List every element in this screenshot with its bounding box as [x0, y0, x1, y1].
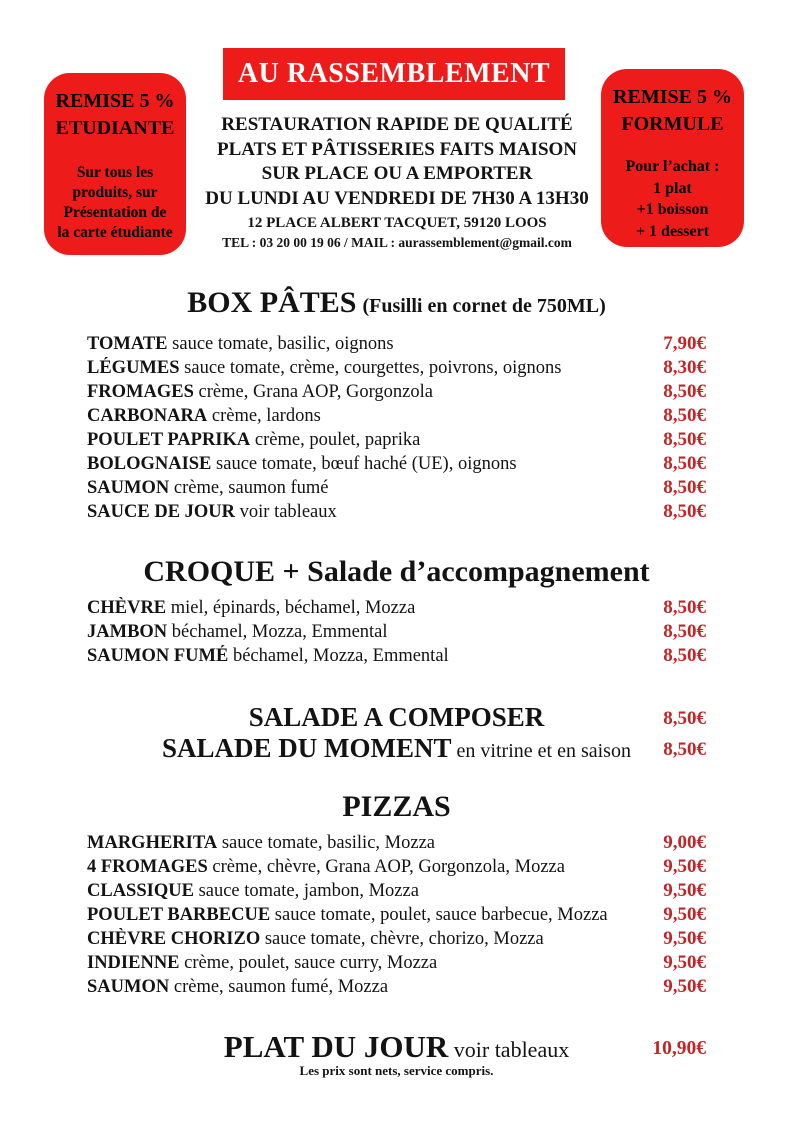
item-text: [87, 904, 634, 927]
item-price: 10,90€: [652, 1038, 706, 1059]
menu-item: [87, 951, 706, 975]
item-text: [87, 381, 634, 404]
menu-item: [87, 596, 706, 620]
item-text: [87, 880, 634, 903]
badge-title-line: FORMULE: [621, 113, 724, 135]
section-subtitle: (Fusilli en cornet de 750ML): [362, 295, 606, 317]
item-name: CHÈVRE: [87, 598, 167, 618]
menu-item: [87, 831, 706, 855]
badge-body: [601, 156, 744, 242]
menu-item: [87, 903, 706, 927]
info-line: RESTAURATION RAPIDE DE QUALITÉ: [221, 114, 573, 135]
item-text: [87, 477, 634, 500]
item-text: [87, 856, 634, 879]
item-price: 9,50€: [663, 904, 706, 925]
menu-item: [87, 404, 706, 428]
item-name: POULET PAPRIKA: [87, 430, 251, 450]
menu-section-salades: [87, 702, 706, 764]
item-name: SAUCE DE JOUR: [87, 502, 236, 522]
menu-item: [87, 879, 706, 903]
feature-row: [87, 733, 706, 764]
menu-item: [87, 500, 706, 524]
item-price: 8,50€: [663, 501, 706, 522]
item-text: [87, 928, 634, 951]
section-items: [87, 596, 706, 668]
item-name: CHÈVRE CHORIZO: [87, 929, 261, 949]
item-name: 4 FROMAGES: [87, 857, 208, 877]
item-description: crème, Grana AOP, Gorgonzola: [193, 382, 433, 402]
item-name: SAUMON FUMÉ: [87, 646, 229, 666]
item-price: 8,50€: [663, 708, 706, 729]
menu-item: [87, 620, 706, 644]
item-description: sauce tomate, crème, courgettes, poivrons, oignons: [179, 358, 562, 378]
item-price: 9,00€: [663, 832, 706, 853]
item-description: sauce tomate, poulet, sauce barbecue, Mozza: [270, 905, 608, 925]
menu-item: [87, 332, 706, 356]
restaurant-name-banner: AU RASSEMBLEMENT: [223, 48, 565, 100]
item-name: TOMATE: [87, 334, 168, 354]
restaurant-address: 12 PLACE ALBERT TACQUET, 59120 LOOS: [247, 215, 547, 231]
section-title-text: PIZZAS: [342, 790, 451, 823]
footer-note: Les prix sont nets, service compris.: [299, 1063, 494, 1078]
menu-section-croque: [87, 555, 706, 668]
item-name: INDIENNE: [87, 953, 180, 973]
item-text: [87, 645, 634, 668]
item-price: 8,50€: [663, 739, 706, 760]
menu-item: [87, 356, 706, 380]
item-name: SAUMON: [87, 478, 170, 498]
section-title: [87, 555, 706, 589]
item-price: 8,50€: [663, 453, 706, 474]
item-text: [87, 501, 634, 524]
badge-body-line: Présentation de: [63, 204, 167, 221]
item-description: sauce tomate, jambon, Mozza: [193, 881, 419, 901]
item-description: sauce tomate, basilic, Mozza: [217, 833, 435, 853]
menu-item: [87, 855, 706, 879]
badge-body-line: la carte étudiante: [57, 224, 173, 241]
item-text: [87, 333, 634, 356]
menu-item: [87, 428, 706, 452]
item-price: 8,30€: [663, 357, 706, 378]
menu-item: [87, 476, 706, 500]
item-price: 7,90€: [663, 333, 706, 354]
student-discount-badge: [44, 73, 186, 255]
item-name: LÉGUMES: [87, 358, 180, 378]
item-text: [87, 405, 634, 428]
feature-row: [87, 702, 706, 733]
badge-body-line: Pour l’achat :: [625, 158, 720, 175]
badge-body: [44, 163, 186, 243]
item-name: JAMBON: [87, 622, 168, 642]
badge-title: [44, 88, 186, 142]
item-description: crème, poulet, paprika: [250, 430, 421, 450]
item-text: [87, 976, 634, 999]
badge-body-line: 1 plat: [653, 179, 692, 197]
item-name: FROMAGES: [87, 382, 194, 402]
item-name: CARBONARA: [87, 406, 208, 426]
menu-item: [87, 452, 706, 476]
item-description: crème, chèvre, Grana AOP, Gorgonzola, Mozza: [207, 857, 565, 877]
section-title-text: BOX PÂTES: [187, 286, 357, 319]
item-description: sauce tomate, basilic, oignons: [167, 334, 394, 354]
info-line: SUR PLACE OU A EMPORTER: [261, 163, 533, 184]
item-text: [87, 357, 634, 380]
item-text: [87, 597, 634, 620]
section-title: [87, 790, 706, 824]
item-text: [87, 832, 634, 855]
section-items: [87, 332, 706, 524]
item-description: béchamel, Mozza, Emmental: [228, 646, 449, 666]
item-description: sauce tomate, bœuf haché (UE), oignons: [211, 454, 517, 474]
badge-body-line: + 1 dessert: [635, 222, 710, 240]
item-price: 8,50€: [663, 645, 706, 666]
badge-title-line: ETUDIANTE: [55, 117, 175, 139]
info-line: DU LUNDI AU VENDREDI DE 7H30 A 13H30: [205, 187, 589, 209]
item-text: [87, 621, 634, 644]
item-price: 9,50€: [663, 856, 706, 877]
restaurant-info: [197, 113, 597, 252]
info-line: PLATS ET PÂTISSERIES FAITS MAISON: [216, 138, 578, 160]
item-name: BOLOGNAISE: [87, 454, 212, 474]
item-price: 9,50€: [663, 976, 706, 997]
item-text: [87, 453, 634, 476]
menu-section-pizzas: [87, 790, 706, 999]
menu-item: [87, 644, 706, 668]
badge-title: [601, 84, 744, 138]
section-title-text: CROQUE + Salade d’accompagnement: [143, 555, 650, 588]
menu-section-box-pates: [87, 286, 706, 524]
item-price: 8,50€: [663, 477, 706, 498]
item-description: en vitrine et en saison: [451, 740, 631, 762]
item-price: 9,50€: [663, 928, 706, 949]
section-items: [87, 831, 706, 999]
menu-sections: [87, 286, 706, 1067]
item-price: 9,50€: [663, 952, 706, 973]
item-price: 8,50€: [663, 405, 706, 426]
badge-body-line: Sur tous les: [76, 164, 154, 181]
item-price: 9,50€: [663, 880, 706, 901]
item-text: [87, 429, 634, 452]
menu-item: [87, 975, 706, 999]
item-name: SALADE DU MOMENT: [162, 733, 452, 763]
item-text: [87, 952, 634, 975]
item-name: SAUMON: [87, 977, 170, 997]
menu-section-plat-du-jour: [87, 1027, 706, 1067]
item-name: SALADE A COMPOSER: [248, 702, 545, 732]
item-price: 8,50€: [663, 381, 706, 402]
formule-discount-badge: [601, 69, 744, 247]
item-name: POULET BARBECUE: [87, 905, 271, 925]
item-description: crème, lardons: [207, 406, 321, 426]
badge-title-line: REMISE 5 %: [613, 86, 732, 108]
item-description: béchamel, Mozza, Emmental: [167, 622, 388, 642]
item-name: CLASSIQUE: [87, 881, 194, 901]
badge-title-line: REMISE 5 %: [55, 90, 175, 112]
item-description: miel, épinards, béchamel, Mozza: [166, 598, 416, 618]
restaurant-contact: TEL : 03 20 00 19 06 / MAIL : aurassemblement@gmail.com: [222, 235, 572, 250]
item-description: crème, poulet, sauce curry, Mozza: [179, 953, 438, 973]
item-description: crème, saumon fumé, Mozza: [169, 977, 389, 997]
menu-item: [87, 380, 706, 404]
item-price: 8,50€: [663, 597, 706, 618]
item-name: PLAT DU JOUR: [223, 1029, 449, 1064]
item-description: sauce tomate, chèvre, chorizo, Mozza: [260, 929, 544, 949]
item-description: voir tableaux: [235, 502, 337, 522]
badge-body-line: produits, sur: [72, 184, 158, 201]
item-price: 8,50€: [663, 621, 706, 642]
item-description: crème, saumon fumé: [169, 478, 329, 498]
item-price: 8,50€: [663, 429, 706, 450]
feature-row: [87, 1027, 706, 1067]
badge-body-line: +1 boisson: [636, 201, 709, 218]
item-name: MARGHERITA: [87, 833, 218, 853]
menu-item: [87, 927, 706, 951]
section-title: [87, 286, 706, 323]
item-description: voir tableaux: [448, 1037, 570, 1062]
